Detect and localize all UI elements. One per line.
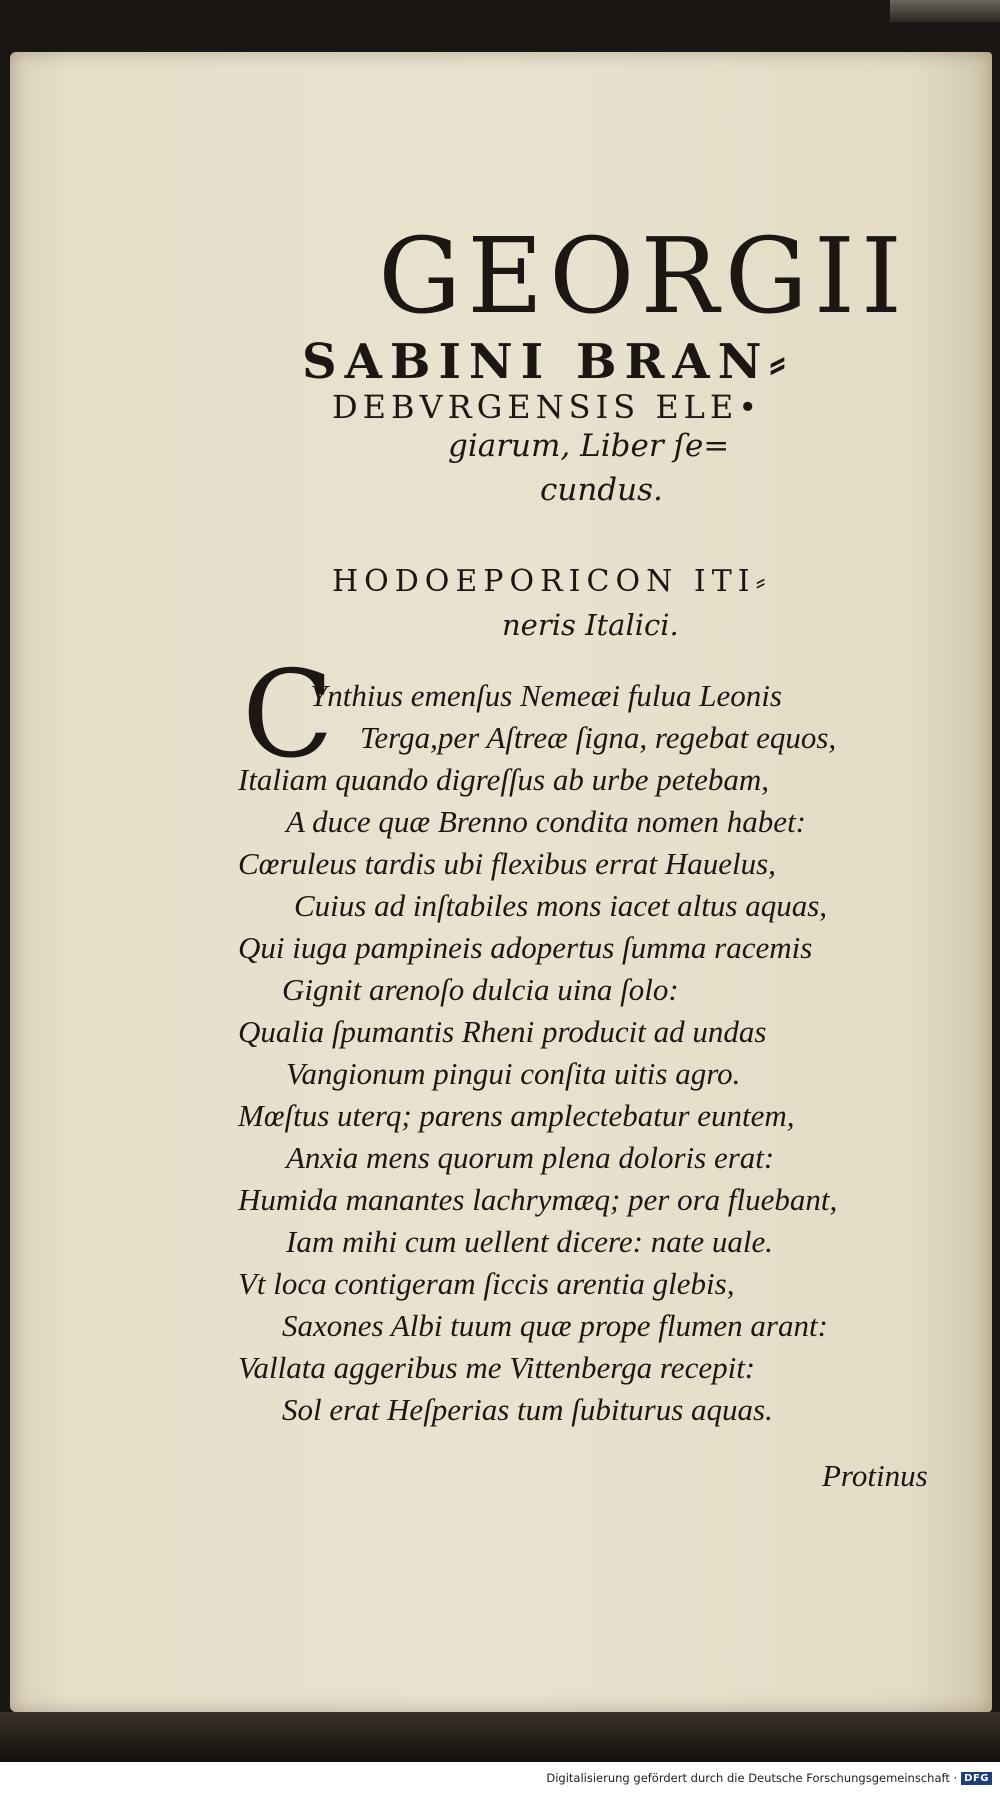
- scan-edge-bottom: [0, 1712, 1000, 1762]
- verse-line: Qui iuga pampineis adopertus ſumma racemis: [238, 930, 813, 965]
- verse-line: Saxones Albi tuum quæ prope flumen arant:: [282, 1308, 828, 1343]
- title-line-2: SABINI BRAN⸗: [302, 334, 794, 390]
- verse-line: Ynthius emenſus Nemeæi fulua Leonis: [310, 678, 782, 713]
- verse-line: Gignit arenoſo dulcia uina ſolo:: [282, 972, 679, 1007]
- verse-line: Mœſtus uterq; parens amplectebatur euntem,: [238, 1098, 795, 1133]
- dfg-logo: DFG: [961, 1772, 992, 1785]
- verse-line: Vangionum pingui conſita uitis agro.: [286, 1056, 741, 1091]
- verse-line: Vallata aggeribus me Vittenberga recepit:: [238, 1350, 756, 1385]
- verse-line: A duce quæ Brenno condita nomen habet:: [286, 804, 807, 839]
- title-line-3: DEBVRGENSIS ELE•: [332, 388, 763, 426]
- catchword: Protinus: [822, 1458, 928, 1493]
- verse-line: Vt loca contigeram ſiccis arentia glebis,: [238, 1266, 735, 1301]
- verse-line: Sol erat Heſperias tum ſubiturus aquas.: [282, 1392, 773, 1427]
- verse-line: Cœruleus tardis ubi flexibus errat Hauelus,: [238, 846, 776, 881]
- title-line-5: cundus.: [540, 472, 663, 508]
- verse-line: Italiam quando digreſſus ab urbe petebam,: [238, 762, 769, 797]
- verse-line: Cuius ad inſtabiles mons iacet altus aquas,: [294, 888, 828, 923]
- drop-cap: C: [242, 646, 334, 785]
- digitization-credit-bar: [0, 1762, 1000, 1794]
- verse-line: Terga,per Aſtreæ ſigna, regebat equos,: [360, 720, 837, 755]
- book-page: [10, 52, 992, 1712]
- verse-line: Anxia mens quorum plena doloris erat:: [286, 1140, 775, 1175]
- digitization-credit: Digitalisierung gefördert durch die Deutsche Forschungsgemeinschaft ·: [546, 1771, 958, 1785]
- poem-heading-line-1: HODOEPORICON ITI⸗: [332, 564, 772, 599]
- verse-line: Iam mihi cum uellent dicere: nate uale.: [286, 1224, 773, 1259]
- verse-line: Humida manantes lachrymæq; per ora fluebant,: [238, 1182, 838, 1217]
- title-line-4: giarum, Liber ſe=: [448, 428, 730, 464]
- verse-line: Qualia ſpumantis Rheni producit ad undas: [238, 1014, 767, 1049]
- title-line-1: GEORGII: [378, 215, 908, 337]
- poem-heading-line-2: neris Italici.: [502, 608, 679, 642]
- scan-edge-top: [890, 0, 1000, 22]
